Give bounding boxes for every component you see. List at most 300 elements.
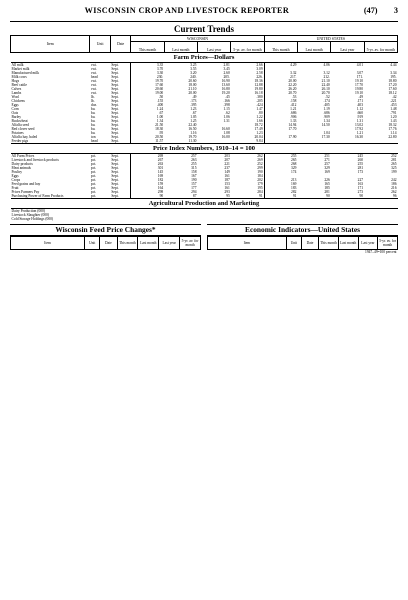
us-value: 325 [391, 166, 397, 170]
row-item: Dairy products [11, 162, 33, 166]
publication-title: WISCONSIN CROP AND LIVESTOCK REPORTER [84, 6, 290, 15]
row-date: Sept. [111, 131, 119, 135]
us-value: 20.70 [264, 91, 297, 95]
current-trends-title: Current Trends [173, 24, 235, 34]
row-date: Sept. [111, 158, 119, 162]
us-value: .174 [323, 99, 330, 103]
us-value: 4.01 [356, 63, 364, 67]
row-unit: bu. [90, 123, 96, 127]
us-value: .906 [264, 115, 297, 119]
us-value: .405 [323, 103, 330, 107]
us-value: 1.31 [356, 119, 364, 123]
wisconsin-value: 11.30 [188, 139, 197, 143]
wisconsin-value: 230. [131, 75, 164, 79]
wisconsin-value: 153 [224, 182, 230, 186]
livestock-slaughter-label: Livestock Slaughter (000) [11, 213, 50, 217]
row-item: Milk cows [11, 75, 27, 79]
col-group-united-states: UNITED STATES [264, 36, 397, 42]
row-date: Sept. [111, 174, 119, 178]
us-value: 213 [264, 178, 297, 182]
wisconsin-value: 21.10 [188, 87, 197, 91]
us-value: 90 [359, 194, 364, 198]
us-value: 169 [264, 182, 297, 186]
row-unit: bu. [90, 111, 96, 115]
us-value: 281 [324, 190, 330, 194]
wisconsin-value: 263 [191, 158, 197, 162]
dairy-production-label: Dairy Production (000) [11, 209, 46, 213]
row-item: Feeder pigs [11, 139, 29, 143]
page-number: 3 [393, 6, 398, 15]
wisconsin-value: 1.23 [190, 107, 197, 111]
us-value: 14.50 [321, 123, 330, 127]
us-value: 20.00 [264, 79, 297, 83]
wisconsin-value: .395 [190, 103, 197, 107]
wisconsin-value: 2.81 [223, 63, 230, 67]
wisconsin-value: 3.09 [256, 67, 263, 71]
row-item: Eggs [11, 174, 19, 178]
row-unit: pct. [90, 162, 97, 166]
us-value: 271 [324, 158, 330, 162]
wisconsin-value: 157 [191, 182, 197, 186]
wisconsin-value: .205 [256, 99, 263, 103]
wisconsin-value: 257 [191, 154, 197, 158]
wisconsin-value: 91 [259, 194, 263, 198]
us-value: 265 [264, 158, 297, 162]
row-date: Sept. [111, 103, 119, 107]
wisconsin-value: 2.58 [256, 71, 263, 75]
us-value: 252 [391, 154, 397, 158]
row-item: Livestock and livestock products [11, 158, 59, 162]
wisconsin-value: 267 [131, 158, 164, 162]
running-head [10, 6, 398, 18]
row-unit: pct. [90, 194, 97, 198]
us-value: 18.32 [388, 123, 397, 127]
feed-col-unit: Unit [85, 237, 100, 250]
row-unit: head [90, 75, 98, 79]
us-value: 163 [357, 182, 364, 186]
feed-price-title-mark: * [151, 225, 156, 234]
wisconsin-value: 2.66 [256, 63, 263, 67]
wisconsin-value: 22.40 [188, 123, 197, 127]
wisconsin-value: 184 [257, 174, 263, 178]
row-unit: pct. [90, 178, 97, 182]
wisconsin-value: 19.70 [188, 135, 197, 139]
wisconsin-value: 19.00 [131, 91, 164, 95]
wisconsin-value: 159 [131, 182, 164, 186]
wisconsin-value: 12.88 [254, 83, 263, 87]
us-value: 216 [391, 186, 397, 190]
us-value: 17.90 [264, 135, 297, 139]
us-value: 1.04 [323, 131, 330, 135]
us-value: 251 [324, 154, 330, 158]
wisconsin-value: 203 [224, 154, 230, 158]
wisconsin-value: .173 [190, 99, 197, 103]
wisconsin-value: .67 [131, 111, 164, 115]
col-u-last-year: Last year [331, 42, 364, 53]
us-value: .221 [390, 99, 397, 103]
cold-storage-label: Cold Storage Holdings (000) [11, 217, 54, 221]
wisconsin-value: 19.80 [254, 87, 263, 91]
wisconsin-value: 1.34 [131, 119, 164, 123]
us-value: 19.80 [354, 87, 364, 91]
us-value: 17.70 [354, 83, 364, 87]
feed-price-title: Wisconsin Feed Price Changes [55, 225, 152, 234]
wisconsin-value: 16.90 [221, 79, 230, 83]
row-item: Fruit [11, 186, 19, 190]
row-date: Sept. [111, 194, 119, 198]
wisconsin-value: 20.04 [254, 135, 263, 139]
row-date: Sept. [111, 115, 119, 119]
us-value: 91 [264, 194, 297, 199]
wisconsin-value: 20.60 [131, 87, 164, 91]
wisconsin-value: 11.57 [131, 139, 164, 144]
farm-prices-title: Farm Prices—Dollars [11, 53, 398, 63]
row-item: Alfalfa seed [11, 123, 29, 127]
econ-col-last-year: Last year [358, 237, 378, 250]
farm-prices-body [11, 53, 398, 144]
row-item: Manufactured milk [11, 71, 40, 75]
us-value: 265 [391, 162, 397, 166]
us-value: 199 [391, 170, 397, 174]
econ-col-last-month: Last month [338, 237, 358, 250]
price-index-title: Price Index Numbers, 1910–14 = 100 [11, 144, 398, 154]
wisconsin-value: 202 [257, 178, 263, 182]
row-date: Sept. [111, 71, 119, 75]
wisconsin-value: .400 [131, 103, 164, 107]
wisconsin-value: 1.23 [256, 131, 263, 135]
us-value: 1.19 [323, 107, 330, 111]
col-w-this-month: This month [131, 42, 164, 53]
row-item: Wool [11, 95, 20, 99]
wisconsin-value: 145 [131, 170, 164, 174]
row-unit: lb. [90, 95, 95, 99]
row-unit: doz. [90, 103, 98, 107]
wisconsin-value: .45 [225, 95, 230, 99]
row-unit: pct. [90, 166, 97, 170]
feed-col-avg5: 5-yr. av. for month [180, 237, 201, 250]
wisconsin-value: 16.50 [188, 127, 197, 131]
row-item: Chickens [11, 99, 25, 103]
wisconsin-value: 87 [192, 194, 197, 198]
row-item: Meat animals [11, 166, 31, 170]
row-date: Sept. [111, 186, 119, 190]
row-item: Beef cattle [11, 83, 27, 87]
row-unit: cwt. [90, 67, 98, 71]
wisconsin-value: 17.49 [254, 127, 263, 131]
wisconsin-value: 9.84 [256, 139, 263, 143]
row-date: Sept. [111, 63, 119, 67]
wisconsin-value: 1.22 [256, 115, 263, 119]
wisconsin-value: 19.20 [221, 91, 230, 95]
wisconsin-value: 21.50 [131, 123, 164, 127]
feed-col-this-month: This month [117, 237, 138, 250]
us-value: 21.10 [321, 79, 330, 83]
row-unit: pct. [90, 182, 97, 186]
us-value: 17.92 [354, 127, 364, 131]
us-value: 16.30 [354, 135, 364, 139]
col-group-wisconsin: WISCONSIN [131, 36, 264, 42]
wisconsin-value: 1.15 [223, 107, 230, 111]
wisconsin-value: 205. [223, 75, 230, 79]
wisconsin-value: 169 [131, 174, 164, 178]
wisconsin-value: 16.80 [221, 87, 230, 91]
us-value: 260 [357, 158, 364, 162]
row-date: Sept. [111, 162, 119, 166]
wisconsin-value: 179 [257, 182, 263, 186]
us-value: 4.44 [390, 63, 397, 67]
row-unit: cwt. [90, 91, 98, 95]
us-value: 165 [324, 182, 330, 186]
wisconsin-value: 3.35 [131, 63, 164, 68]
us-value: 20.70 [321, 91, 330, 95]
us-value: 26.10 [321, 87, 330, 91]
us-value: 3.34 [390, 71, 397, 75]
us-value: 262 [391, 190, 397, 194]
row-unit: bu. [90, 115, 96, 119]
row-item: Red clover seed [11, 127, 35, 131]
us-value: 268 [264, 162, 297, 166]
us-value: .53 [264, 95, 297, 99]
wisconsin-value: 3.55 [190, 67, 197, 71]
us-value: 3.32 [264, 71, 297, 75]
wisconsin-value: .95 [131, 131, 164, 135]
wisconsin-value: 190 [257, 170, 263, 174]
col-w-last-month: Last month [164, 42, 197, 53]
row-unit: cwt. [90, 87, 98, 91]
row-date: Sept. [111, 91, 119, 95]
wisconsin-value: 20.60 [188, 79, 197, 83]
econ-base-note: 1947–49=100 percent [365, 250, 397, 254]
us-value: 1.21 [264, 107, 297, 111]
us-value: 329 [324, 166, 330, 170]
us-value: 273 [357, 190, 364, 194]
wisconsin-value: 1.16 [190, 131, 197, 135]
feed-col-last-year: Last year [159, 237, 180, 250]
row-item: Barley [11, 115, 22, 119]
wisconsin-value: 1.31 [223, 119, 230, 123]
economic-indicators-table [207, 236, 398, 254]
us-value: 1.20 [390, 115, 397, 119]
row-date: Sept. [111, 111, 119, 115]
wisconsin-value: 252 [257, 162, 263, 166]
wisconsin-value: 16.00 [221, 135, 230, 139]
wisconsin-value: 13.60 [221, 83, 230, 87]
econ-col-item: Item [208, 237, 287, 250]
us-value: 17.30 [321, 135, 330, 139]
row-item: Eggs [11, 103, 19, 107]
row-unit: cwt. [90, 83, 98, 87]
wisconsin-value: 226. [256, 75, 263, 79]
wisconsin-value: 3.20 [190, 71, 197, 75]
us-value: 1.48 [390, 107, 397, 111]
wisconsin-value: 195 [257, 186, 263, 190]
wisconsin-value: 298 [131, 190, 164, 194]
us-value: 169 [324, 170, 330, 174]
us-value: 18.12 [388, 91, 397, 95]
us-value: .453 [390, 103, 397, 107]
economic-indicators-rows [208, 250, 398, 255]
us-value: 226 [324, 178, 330, 182]
row-item: Poultry [11, 170, 23, 174]
row-unit: ton [90, 135, 96, 139]
col-unit: Unit [90, 36, 110, 53]
us-value: 14.94 [264, 123, 297, 127]
row-item: Oats [11, 111, 19, 115]
current-trends-table [10, 35, 398, 221]
row-item: Calves [11, 87, 22, 91]
row-date: Sept. [111, 75, 119, 79]
wisconsin-value: 16.18 [254, 91, 263, 95]
row-unit: pct. [90, 186, 97, 190]
wisconsin-value: 237 [224, 166, 230, 170]
us-value: 217. [264, 75, 297, 79]
wisconsin-value: 1.08 [223, 131, 230, 135]
wisconsin-value: 16.60 [221, 127, 230, 131]
econ-col-avg5: 5-yr. av. for month [378, 237, 398, 250]
us-value: 1.12 [356, 107, 364, 111]
wisconsin-value: .166 [223, 99, 230, 103]
us-value: 3.12 [323, 71, 330, 75]
row-unit: bu. [90, 119, 96, 123]
row-date: Sept. [111, 107, 119, 111]
us-value: 282 [264, 190, 297, 194]
wisconsin-value: 284 [257, 190, 263, 194]
econ-col-date: Date [301, 237, 318, 250]
wisconsin-value: 182 [131, 178, 164, 182]
wisconsin-value: 18.30 [131, 127, 164, 131]
col-w-avg5: 5-yr. av. for month [231, 42, 264, 53]
wisconsin-value: 255 [191, 162, 197, 166]
us-value: 1.14 [390, 131, 397, 135]
row-unit: pct. [90, 154, 97, 158]
row-date: Sept. [111, 119, 119, 123]
row-date: Sept. [111, 67, 119, 71]
row-unit: cwt. [90, 79, 98, 83]
us-value: .919 [356, 115, 364, 119]
us-value: 22.20 [264, 83, 297, 87]
us-value: .52 [325, 95, 330, 99]
us-value: 1.33 [264, 119, 297, 123]
wisconsin-value: 95 [226, 194, 230, 198]
row-date: Sept. [111, 190, 119, 194]
us-value: 17.60 [388, 87, 397, 91]
us-value: 245 [357, 154, 364, 158]
econ-col-this-month: This month [319, 237, 339, 250]
row-unit: bu. [90, 127, 96, 131]
issue-number: (47) [363, 6, 378, 15]
price-index-body [11, 144, 398, 199]
row-date: Sept. [111, 123, 119, 127]
wisconsin-value: .80 [258, 111, 263, 115]
wisconsin-value: .155 [131, 99, 164, 103]
us-value: 17.20 [388, 83, 397, 87]
row-date: Sept. [111, 178, 119, 182]
econ-col-unit: Unit [286, 237, 301, 250]
us-value: 281 [357, 166, 364, 170]
wisconsin-value: .49 [191, 95, 197, 99]
row-date: Sept. [111, 166, 119, 170]
us-value: .42 [392, 95, 397, 99]
col-u-this-month: This month [264, 42, 297, 53]
row-item: Alfalfa hay, baled [11, 135, 38, 139]
us-value: .49 [358, 95, 364, 99]
wisconsin-value: 18.00 [188, 83, 197, 87]
row-unit: pct. [90, 170, 97, 174]
wisconsin-value: 315 [191, 166, 197, 170]
wisconsin-value: 221 [224, 162, 230, 166]
row-date: Sept. [111, 79, 119, 83]
us-value: 17.70 [264, 127, 297, 131]
col-u-last-month: Last month [297, 42, 330, 53]
wisconsin-value: 3.70 [131, 67, 164, 71]
wisconsin-value: 263 [131, 162, 164, 166]
wisconsin-value: 3.25 [190, 63, 197, 67]
row-item: Feed grains and hay [11, 182, 41, 186]
wisconsin-value: 301 [131, 166, 164, 170]
wisconsin-value: 3.45 [223, 67, 230, 71]
us-value: 171. [356, 75, 364, 79]
us-value: .660 [356, 111, 364, 115]
row-date: Sept. [111, 135, 119, 139]
wisconsin-value: 158 [191, 170, 197, 174]
wisconsin-value: 1.00 [131, 115, 164, 119]
feed-price-table [10, 236, 201, 250]
us-value: .403 [356, 103, 364, 107]
us-value: 185 [324, 186, 330, 190]
us-value: 242 [391, 178, 397, 182]
wisconsin-value: 190 [191, 178, 197, 182]
row-unit: pct. [90, 158, 97, 162]
row-item: Crops [11, 178, 21, 182]
col-item: Item [11, 36, 90, 53]
col-w-last-year: Last year [197, 42, 230, 53]
wisconsin-value: 293 [224, 190, 230, 194]
row-date: Sept. [111, 127, 119, 131]
us-value: 3.07 [356, 71, 364, 75]
wisconsin-value: .424 [256, 103, 263, 107]
us-value: 329 [264, 166, 297, 170]
us-value: .412 [264, 103, 297, 107]
wisconsin-value: 1.05 [190, 115, 197, 119]
us-value: 173 [357, 170, 364, 174]
us-value: 19.10 [354, 91, 364, 95]
us-value: .909 [323, 115, 330, 119]
economic-indicators-title: Economic Indicators—United States [207, 225, 398, 236]
row-date: Sept. [111, 170, 119, 174]
wisconsin-value: .398 [223, 103, 230, 107]
wisconsin-value: 240. [190, 75, 197, 79]
us-value: 13.02 [354, 123, 364, 127]
row-item: Lambs [11, 91, 22, 95]
wisconsin-value: 262 [257, 154, 263, 158]
us-value: 18.80 [388, 79, 397, 83]
wisconsin-value: 90 [131, 194, 164, 199]
us-value: .158 [264, 99, 297, 103]
col-date: Date [110, 36, 130, 53]
us-value: .686 [264, 111, 297, 115]
us-value: .171 [356, 99, 364, 103]
feed-price-panel [10, 224, 201, 256]
row-unit: bu. [90, 107, 96, 111]
wisconsin-value: 20.50 [131, 135, 164, 139]
us-value: 96 [392, 194, 397, 198]
ag-production-body [11, 199, 398, 222]
us-value: .791 [390, 111, 397, 115]
wisconsin-value: .380 [256, 95, 263, 99]
us-value: 1.21 [356, 131, 364, 135]
ag-production-title: Agricultural Production and Marketing [11, 199, 398, 209]
col-u-avg5: 5-yr. av. for month [364, 42, 397, 53]
